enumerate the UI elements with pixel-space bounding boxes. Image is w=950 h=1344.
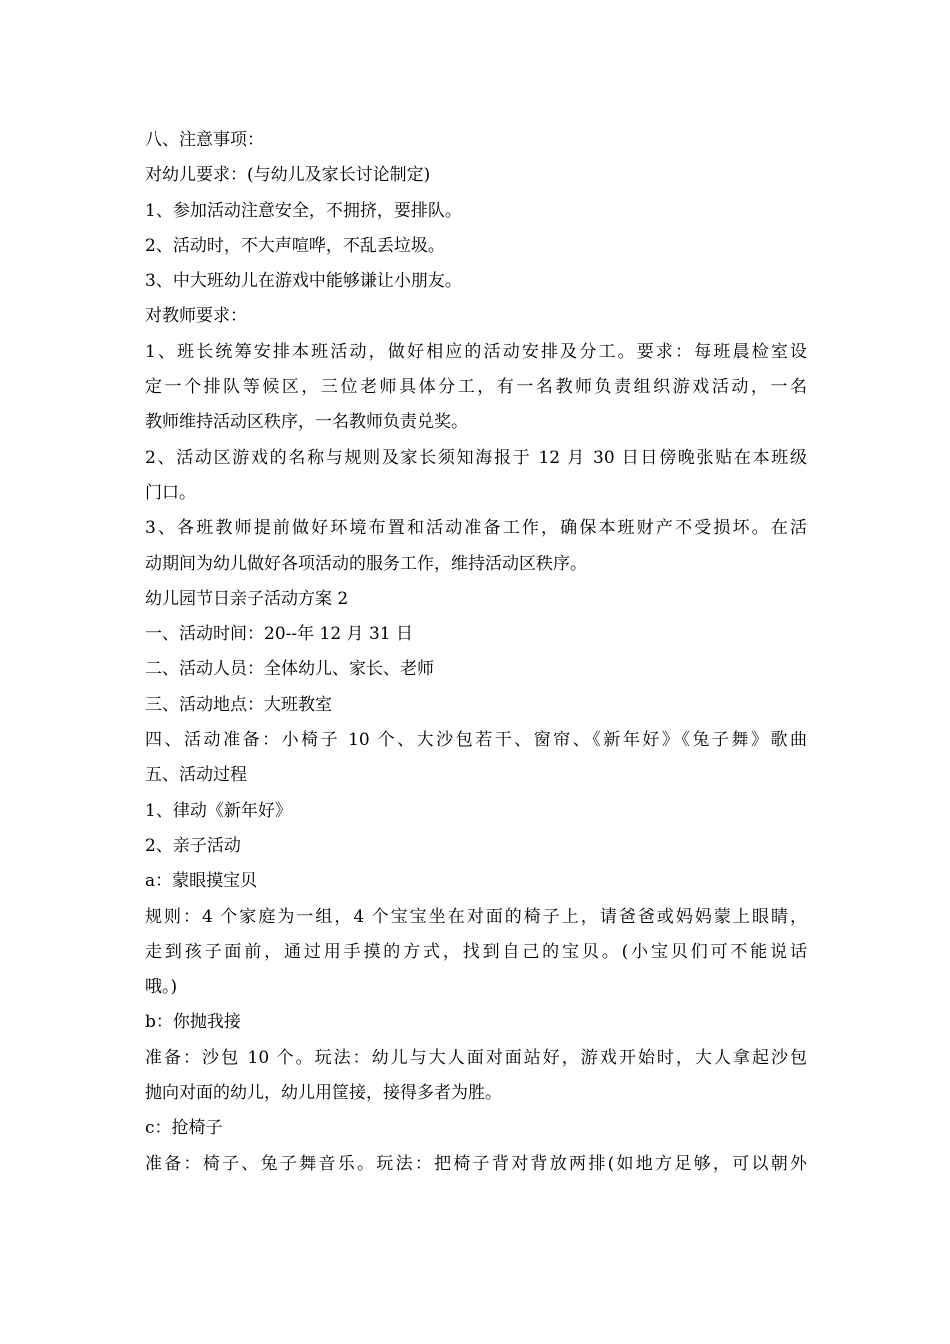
text-line: 八、注意事项：: [145, 130, 264, 150]
text-line: 对教师要求：: [145, 306, 247, 327]
text-line: 1、律动《新年好》: [145, 800, 292, 821]
text-line: 准备：沙包 10 个。玩法：幼儿与大人面对面站好，游戏开始时，大人拿起沙包: [145, 1047, 807, 1068]
text-line: 幼儿园节日亲子活动方案 2: [145, 588, 349, 609]
document-body: [145, 123, 807, 1182]
text-line: 一、活动时间：20--年 12 月 31 日: [145, 624, 413, 645]
text-line: 三、活动地点：大班教室: [145, 694, 332, 715]
text-line: 抛向对面的幼儿，幼儿用筐接，接得多者为胜。: [145, 1083, 502, 1104]
text-line: 哦。): [145, 977, 178, 998]
text-line: 1、班长统筹安排本班活动，做好相应的活动安排及分工。要求：每班晨检室设: [145, 341, 807, 362]
text-line: 动期间为幼儿做好各项活动的服务工作，维持活动区秩序。: [145, 553, 587, 574]
text-line: 教师维持活动区秩序，一名教师负责兑奖。: [145, 412, 468, 433]
text-line: 对幼儿要求：(与幼儿及家长讨论制定): [145, 165, 431, 186]
text-line: 1、参加活动注意安全，不拥挤，要排队。: [145, 200, 462, 221]
text-line: 四、活动准备：小椅子 10 个、大沙包若干、窗帘、《新年好》《兔子舞》歌曲: [145, 730, 807, 751]
text-line: 3、各班教师提前做好环境布置和活动准备工作，确保本班财产不受损坏。在活: [145, 518, 807, 539]
text-line: 定一个排队等候区，三位老师具体分工，有一名教师负责组织游戏活动，一名: [145, 377, 807, 398]
text-line: b：你抛我接: [145, 1012, 241, 1033]
text-line: 3、中大班幼儿在游戏中能够谦让小朋友。: [145, 271, 462, 292]
text-line: c：抢椅子: [145, 1118, 223, 1139]
text-line: 2、亲子活动: [145, 835, 241, 856]
text-line: 准备：椅子、兔子舞音乐。玩法：把椅子背对背放两排(如地方足够，可以朝外: [145, 1153, 807, 1174]
text-line: 规则：4 个家庭为一组，4 个宝宝坐在对面的椅子上，请爸爸或妈妈蒙上眼睛，: [145, 906, 807, 927]
text-line: a：蒙眼摸宝贝: [145, 871, 258, 892]
text-line: 2、活动时，不大声喧哗，不乱丢垃圾。: [145, 235, 445, 256]
text-line: 门口。: [145, 482, 196, 503]
text-line: 2、活动区游戏的名称与规则及家长须知海报于 12 月 30 日日傍晚张贴在本班级: [145, 447, 807, 468]
text-line: 二、活动人员：全体幼儿、家长、老师: [145, 659, 434, 680]
text-line: 五、活动过程: [145, 765, 247, 786]
text-line: 走到孩子面前，通过用手摸的方式，找到自己的宝贝。(小宝贝们可不能说话: [145, 941, 807, 962]
